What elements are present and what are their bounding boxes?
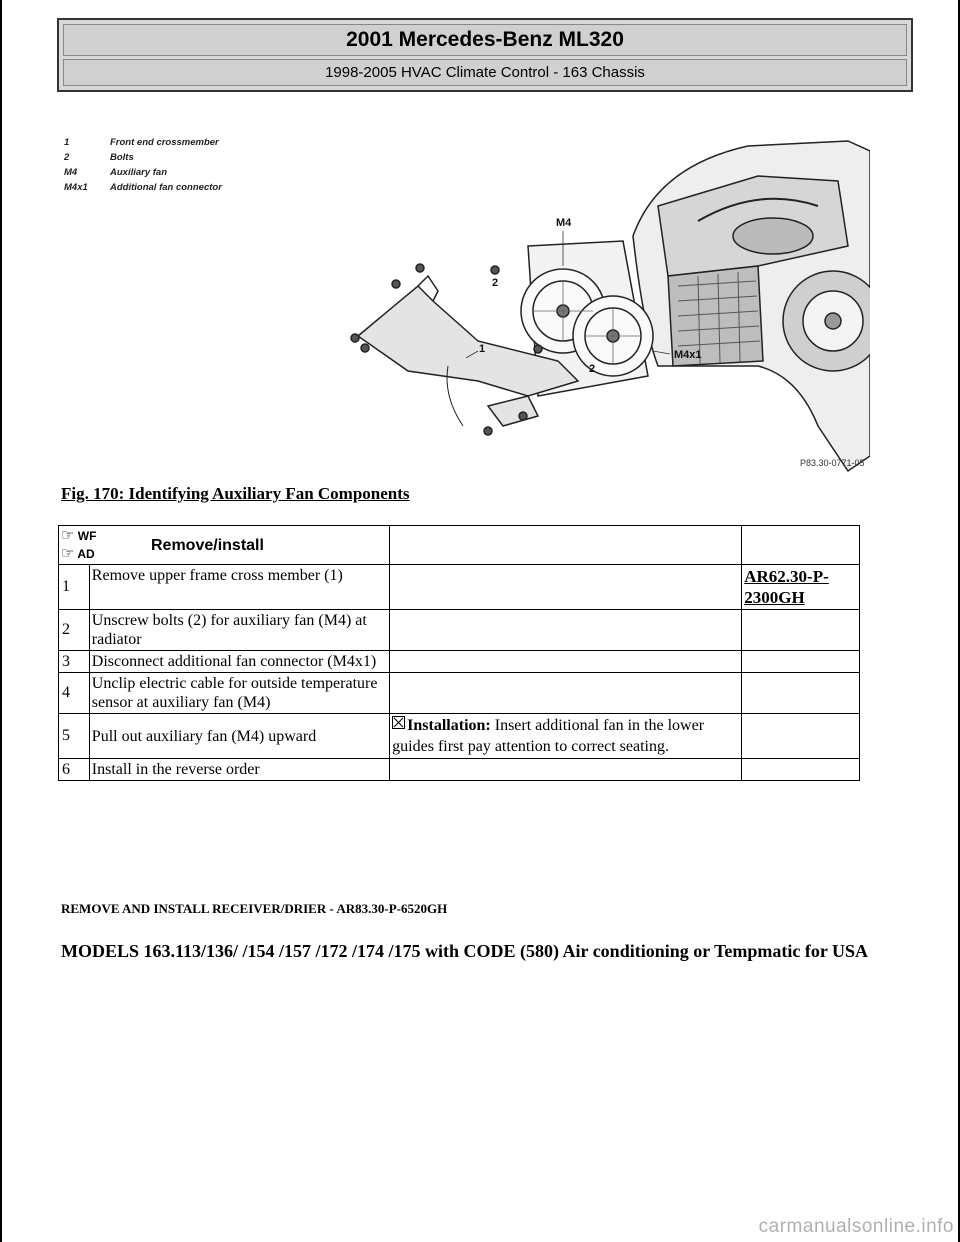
figure-legend <box>64 135 222 195</box>
figure-code: P83.30-0771-05 <box>800 458 865 468</box>
table-header-row <box>59 526 860 565</box>
figure-caption: Fig. 170: Identifying Auxiliary Fan Components <box>61 484 410 503</box>
section-heading-receiver-drier: REMOVE AND INSTALL RECEIVER/DRIER - AR83.30-P-6520GH <box>61 901 448 916</box>
table-row: 5 Pull out auxiliary fan (M4) upward Installation: Insert additional fan in the lower guides first pay attention to correct seating. <box>59 714 860 759</box>
hand-pointer-icon: ☞ <box>61 527 75 544</box>
hand-pointer-icon: ☞ <box>61 545 75 562</box>
installation-note-icon <box>392 716 405 729</box>
callout-1: 1 <box>479 343 486 355</box>
callout-2a: 2 <box>492 277 499 289</box>
workshop-icons: ☞ WF ☞ AD Remove/install <box>59 526 390 565</box>
legend-item: 1 Front end crossmember <box>64 137 219 148</box>
callout-m4: M4 <box>556 217 572 229</box>
section-title: Remove/install <box>151 537 264 554</box>
header-subtitle: 1998-2005 HVAC Climate Control - 163 Chassis <box>63 59 907 86</box>
legend-item: M4x1 Additional fan connector <box>64 182 222 193</box>
callout-2b: 2 <box>589 363 596 375</box>
page-left-border <box>0 0 2 1242</box>
header-title: 2001 Mercedes-Benz ML320 <box>63 24 907 56</box>
table-row: 2 Unscrew bolts (2) for auxiliary fan (M4) at radiator <box>59 610 860 651</box>
reference-link[interactable]: AR62.30-P-2300GH <box>744 567 829 607</box>
table-row: 3 Disconnect additional fan connector (M4x1) <box>59 651 860 673</box>
table-row: 4 Unclip electric cable for outside temperature sensor at auxiliary fan (M4) <box>59 673 860 714</box>
table-row: 1 Remove upper frame cross member (1) AR62.30-P-2300GH <box>59 565 860 610</box>
installation-label: Installation: <box>407 717 491 734</box>
watermark: carmanualsonline.info <box>758 1216 954 1237</box>
document-header <box>57 18 913 92</box>
table-row: 6 Install in the reverse order <box>59 759 860 781</box>
legend-item: 2 Bolts <box>64 152 134 163</box>
procedure-table <box>58 525 860 781</box>
legend-item: M4 Auxiliary fan <box>64 167 168 178</box>
callout-m4x1: M4x1 <box>674 349 702 361</box>
models-heading: MODELS 163.113/136/ /154 /157 /172 /174 /175 with CODE (580) Air conditioning or Tempmatic for USA <box>61 941 869 961</box>
installation-note: Insert additional fan in the lower guides first pay attention to correct seating. <box>392 717 705 755</box>
